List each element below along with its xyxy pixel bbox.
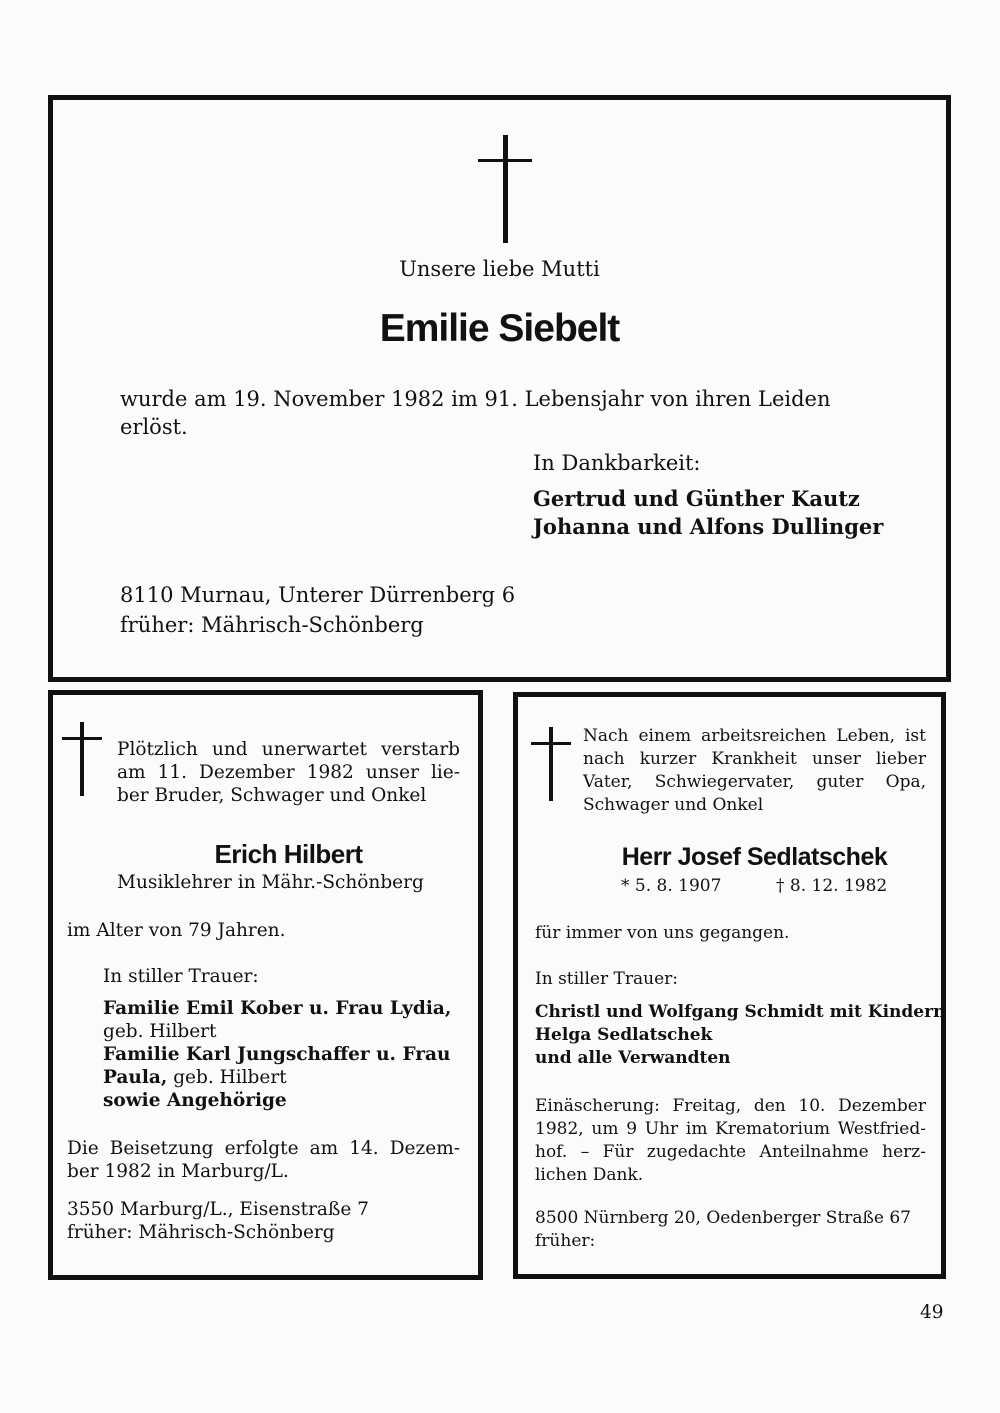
mourner-line: Johanna und Alfons Dullinger (533, 514, 884, 539)
mourner-birthname: geb. Hilbert (167, 1067, 287, 1088)
text-line: wurde am 19. November 1982 im 91. Lebensjahr von ihren Leiden (120, 387, 831, 411)
death-date: † 8. 12. 1982 (776, 876, 888, 896)
profession: Musiklehrer in Mähr.-Schönberg (117, 872, 424, 893)
mourner-line: Christl und Wolfgang Schmidt mit Kindern (535, 1002, 946, 1022)
cross-icon (62, 722, 102, 796)
mourner-line: und alle Verwandten (535, 1048, 731, 1068)
burial-line: ber 1982 in Marburg/L. (67, 1161, 289, 1182)
former-line: früher: (535, 1231, 596, 1251)
deceased-name: Emilie Siebelt (379, 307, 620, 350)
cremation-line: hof. – Für zugedachte Anteilnahme herz- (535, 1142, 926, 1162)
mourning-label: In stiller Trauer: (535, 969, 678, 989)
intro-line: Plötzlich und unerwartet verstarb (117, 739, 460, 760)
obituary-erich-hilbert (48, 690, 483, 1280)
obituary-emilie-siebelt (48, 95, 951, 682)
deceased-name: Herr Josef Sedlatschek (621, 843, 888, 871)
cross-icon (531, 727, 571, 801)
mourning-label: In stiller Trauer: (103, 966, 259, 987)
obituary-josef-sedlatschek (513, 692, 946, 1279)
intro-line: Nach einem arbeitsreichen Leben, ist (583, 726, 926, 746)
mourner-line: Familie Karl Jungschaffer u. Frau (103, 1044, 451, 1065)
deceased-name: Erich Hilbert (214, 839, 363, 869)
mourner-line: Helga Sedlatschek (535, 1025, 713, 1045)
cross-icon (478, 135, 532, 243)
cremation-line: lichen Dank. (535, 1165, 644, 1185)
former-line: früher: Mährisch-Schönberg (67, 1222, 335, 1243)
mourner-line: Familie Emil Kober u. Frau Lydia, (103, 998, 452, 1019)
mourner-line: Gertrud und Günther Kautz (533, 486, 860, 511)
address-line: 8110 Murnau, Unterer Dürrenberg 6 (120, 583, 516, 607)
burial-line: Die Beisetzung erfolgte am 14. Dezem- (67, 1138, 460, 1159)
mourner-line: sowie Angehörige (103, 1090, 287, 1111)
text-line: erlöst. (120, 415, 188, 439)
mourner-line: geb. Hilbert (103, 1021, 217, 1042)
age-line: im Alter von 79 Jahren. (67, 920, 286, 941)
mourner-name: Paula, (103, 1067, 168, 1088)
former-line: früher: Mährisch-Schönberg (120, 613, 424, 637)
intro-line: Vater, Schwiegervater, guter Opa, (583, 772, 926, 792)
address-line: 3550 Marburg/L., Eisenstraße 7 (67, 1199, 369, 1220)
mourner-line (103, 1066, 287, 1089)
intro-line: nach kurzer Krankheit unser lieber (583, 749, 926, 769)
intro-line: ber Bruder, Schwager und Onkel (117, 785, 427, 806)
page-number: 49 (920, 1302, 944, 1323)
intro-text: Unsere liebe Mutti (399, 257, 600, 281)
birth-date: * 5. 8. 1907 (621, 876, 722, 896)
cremation-line: Einäscherung: Freitag, den 10. Dezember (535, 1096, 926, 1116)
address-line: 8500 Nürnberg 20, Oedenberger Straße 67 (535, 1208, 911, 1228)
cremation-line: 1982, um 9 Uhr im Krematorium Westfried- (535, 1119, 926, 1139)
gratitude-label: In Dankbarkeit: (533, 451, 701, 475)
intro-line: am 11. Dezember 1982 unser lie- (117, 762, 460, 783)
intro-line: Schwager und Onkel (583, 795, 764, 815)
gone-line: für immer von uns gegangen. (535, 923, 790, 943)
